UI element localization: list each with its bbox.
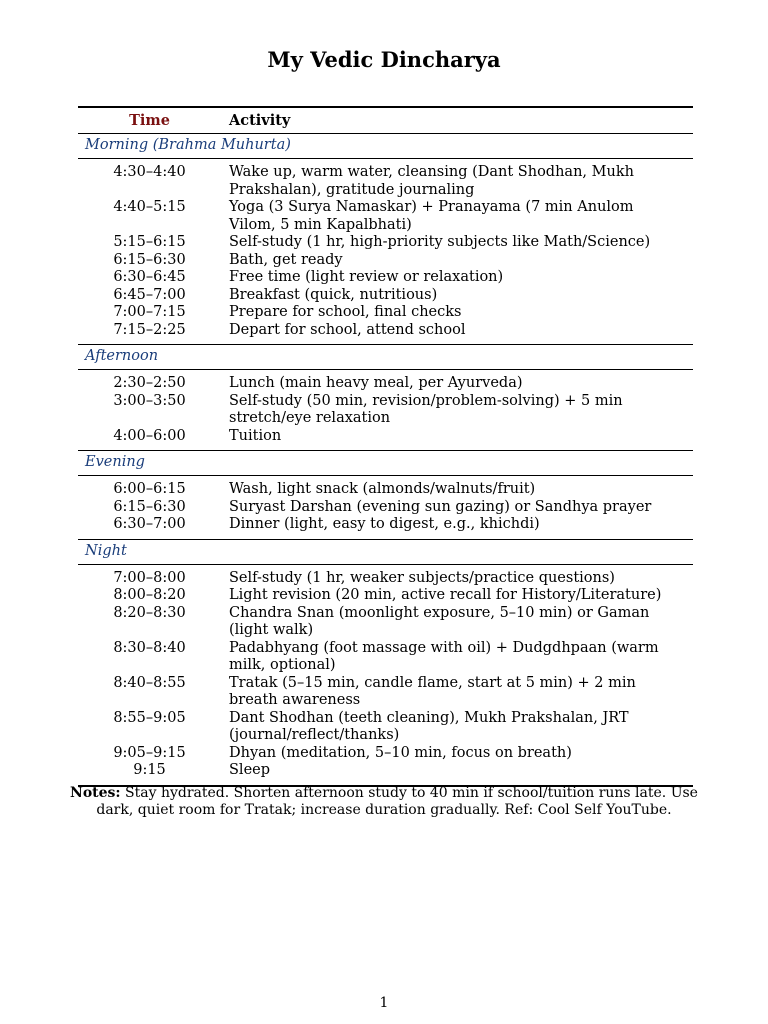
activity-cell: Chandra Snan (moonlight exposure, 5–10 min) or Gaman (light walk) [229, 604, 650, 638]
table-row [78, 287, 693, 305]
time-cell: 9:05–9:15 [113, 744, 186, 761]
time-cell: 6:15–6:30 [113, 251, 186, 268]
time-cell: 5:15–6:15 [113, 234, 186, 250]
activity-cell: Yoga (3 Surya Namaskar) + Pranayama (7 min Anulom Vilom, 5 min Kapalbhati) [229, 199, 634, 233]
section-heading: Morning (Brahma Muhurta) [78, 134, 693, 159]
table-row [78, 762, 693, 786]
page-number: 1 [379, 995, 389, 1011]
time-cell: 8:55–9:05 [113, 709, 186, 726]
table-row [78, 640, 693, 675]
table-row [78, 252, 693, 270]
activity-cell: Prepare for school, final checks [229, 304, 462, 320]
section-heading: Evening [78, 451, 693, 476]
time-cell: 2:30–2:50 [113, 375, 186, 391]
section-row [78, 539, 693, 564]
table-row [78, 516, 693, 539]
table-row [78, 428, 693, 451]
time-cell: 6:45–7:00 [113, 286, 186, 303]
table-row [78, 199, 693, 234]
section-row [78, 451, 693, 476]
time-cell: 3:00–3:50 [113, 392, 186, 409]
table-row [78, 234, 693, 252]
table-row [78, 675, 693, 710]
table-header-row [78, 107, 693, 134]
time-cell: 4:00–6:00 [113, 427, 186, 444]
time-cell: 6:30–6:45 [113, 269, 186, 285]
activity-cell: Depart for school, attend school [229, 321, 466, 338]
time-cell: 4:30–4:40 [113, 164, 186, 180]
time-cell: 7:00–7:15 [113, 304, 186, 320]
notes-label: Notes: [70, 785, 121, 801]
time-cell: 8:20–8:30 [113, 604, 186, 621]
activity-cell: Light revision (20 min, active recall for History/Literature) [229, 587, 662, 603]
notes [70, 785, 698, 819]
time-cell: 6:00–6:15 [113, 481, 186, 497]
time-cell: 6:15–6:30 [113, 498, 186, 515]
activity-cell: Wake up, warm water, cleansing (Dant Shodhan, Mukh Prakshalan), gratitude journaling [229, 164, 634, 198]
time-cell: 7:00–8:00 [113, 569, 186, 586]
schedule-table [78, 106, 693, 787]
activity-cell: Tuition [229, 427, 282, 444]
activity-cell: Free time (light review or relaxation) [229, 269, 504, 285]
table-row [78, 587, 693, 605]
activity-cell: Padabhyang (foot massage with oil) + Dudgdhpaan (warm milk, optional) [229, 639, 659, 673]
table-row [78, 159, 693, 200]
section-heading: Afternoon [78, 345, 693, 370]
table-row [78, 499, 693, 517]
activity-cell: Self-study (1 hr, weaker subjects/practice questions) [229, 569, 615, 586]
section-heading: Night [78, 539, 693, 564]
schedule-body [78, 134, 693, 786]
activity-cell: Lunch (main heavy meal, per Ayurveda) [229, 375, 523, 391]
notes-text: Stay hydrated. Shorten afternoon study to 40 min if school/tuition runs late. Use dark, quiet room for Tratak; increase duration gradually. Ref: Cool Self YouTube. [96, 785, 698, 818]
table-row [78, 710, 693, 745]
section-row [78, 134, 693, 159]
table-row [78, 605, 693, 640]
header-time: Time [129, 111, 170, 129]
time-cell: 8:00–8:20 [113, 587, 186, 603]
activity-cell: Bath, get ready [229, 251, 343, 268]
time-cell: 8:30–8:40 [113, 639, 186, 656]
activity-cell: Suryast Darshan (evening sun gazing) or Sandhya prayer [229, 498, 652, 515]
time-cell: 8:40–8:55 [113, 674, 186, 691]
time-cell: 6:30–7:00 [113, 516, 186, 532]
activity-cell: Wash, light snack (almonds/walnuts/fruit) [229, 481, 536, 497]
time-cell: 7:15–2:25 [113, 321, 186, 338]
activity-cell: Dinner (light, easy to digest, e.g., khichdi) [229, 516, 540, 532]
section-row [78, 345, 693, 370]
table-row [78, 564, 693, 587]
page-title: My Vedic Dincharya [267, 47, 501, 72]
activity-cell: Breakfast (quick, nutritious) [229, 286, 438, 303]
table-row [78, 322, 693, 345]
table-row [78, 745, 693, 763]
time-cell: 4:40–5:15 [113, 199, 186, 215]
table-row [78, 476, 693, 499]
activity-cell: Sleep [229, 762, 271, 778]
table-row [78, 393, 693, 428]
activity-cell: Dant Shodhan (teeth cleaning), Mukh Prakshalan, JRT (journal/reflect/thanks) [229, 709, 629, 743]
header-activity: Activity [229, 111, 291, 129]
activity-cell: Tratak (5–15 min, candle flame, start at 5 min) + 2 min breath awareness [229, 674, 636, 708]
time-cell: 9:15 [133, 762, 166, 778]
table-row [78, 269, 693, 287]
activity-cell: Dhyan (meditation, 5–10 min, focus on breath) [229, 744, 572, 761]
table-row [78, 370, 693, 393]
activity-cell: Self-study (1 hr, high-priority subjects like Math/Science) [229, 234, 651, 250]
activity-cell: Self-study (50 min, revision/problem-solving) + 5 min stretch/eye relaxation [229, 392, 623, 426]
table-row [78, 304, 693, 322]
